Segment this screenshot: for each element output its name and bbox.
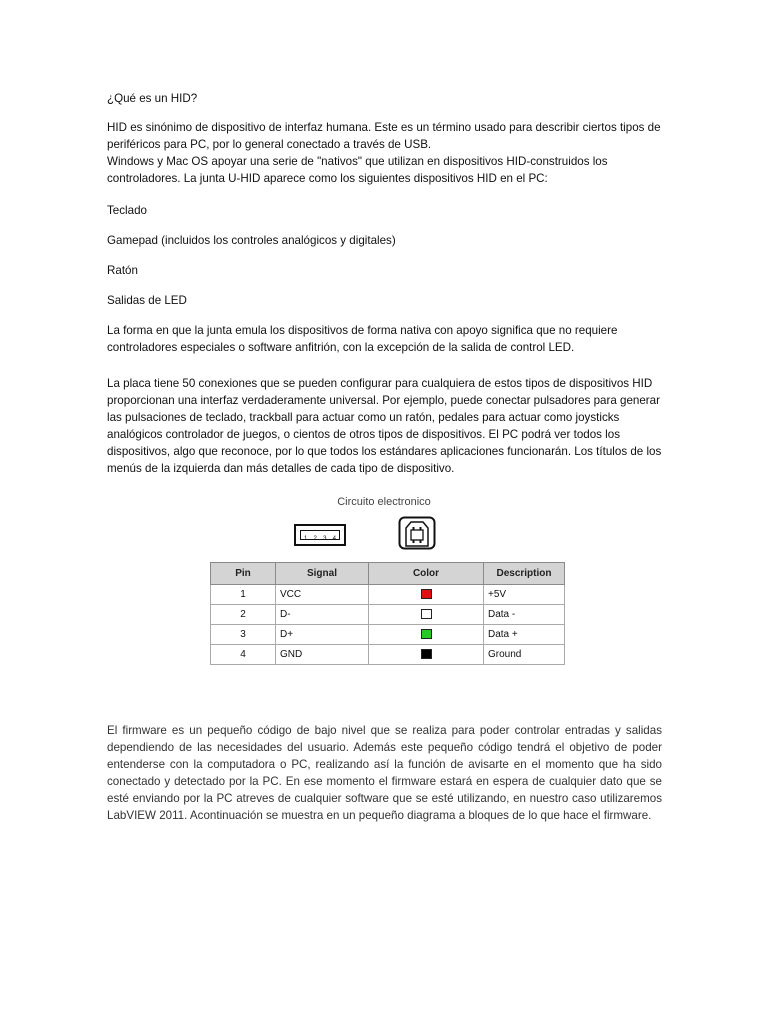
firmware-line: conectado y detectado por la PC. En ese momento el firmware estará en espera de cualquier dato que se (107, 775, 662, 788)
col-header-signal: Signal (276, 563, 369, 585)
intro-paragraph (107, 119, 661, 187)
pin-cell: 2 (211, 605, 276, 625)
col-header-color: Color (369, 563, 484, 585)
intro-line: HID es sinónimo de dispositivo de interfaz humana. Este es un término usado para describir ciertos tipos de (107, 121, 661, 134)
intro-line: Windows y Mac OS apoyar una serie de "nativos" que utilizan en dispositivos HID-construidos los (107, 155, 608, 168)
board-line: las pulsaciones de teclado, trackball para actuar como un ratón, pedales para actuar como joysticks (107, 411, 620, 424)
col-header-description: Description (484, 563, 565, 585)
device-item: Salidas de LED (107, 294, 187, 307)
usb-a-pin-numbers (304, 536, 336, 542)
color-cell (369, 605, 484, 625)
usb-a-pin: 3 (323, 536, 327, 542)
description-cell: Data + (484, 625, 565, 645)
pin-cell: 3 (211, 625, 276, 645)
device-item: Gamepad (incluidos los controles analógicos y digitales) (107, 234, 396, 247)
figure-caption: Circuito electronico (337, 496, 431, 508)
device-item: Teclado (107, 204, 147, 217)
description-cell: Ground (484, 645, 565, 665)
intro-line: controladores. La junta U-HID aparece como los siguientes dispositivos HID en el PC: (107, 172, 548, 185)
usb-a-pin: 2 (313, 536, 317, 542)
signal-cell: D+ (276, 625, 369, 645)
color-swatch (421, 589, 432, 599)
board-line: La placa tiene 50 conexiones que se pueden configurar para cualquiera de estos tipos de dispositivos HID (107, 377, 653, 390)
board-line: dispositivos, algo que reconoce, por lo que todos los estándares aplicaciones funcionarán. Los títulos de los (107, 445, 662, 458)
description-cell: +5V (484, 585, 565, 605)
table-row (211, 625, 565, 645)
heading: ¿Qué es un HID? (107, 92, 198, 105)
signal-cell: GND (276, 645, 369, 665)
color-cell (369, 645, 484, 665)
signal-cell: VCC (276, 585, 369, 605)
pin-cell: 4 (211, 645, 276, 665)
firmware-line: esté enviando por la PC atreves de cualquier software que se esté utilizando, en nuestro caso utilizaremos (107, 792, 662, 805)
table-header-row (211, 563, 565, 585)
native-line: controladores especiales o software anfitrión, con la excepción de la salida de control LED. (107, 341, 575, 354)
color-swatch (421, 629, 432, 639)
firmware-line: El firmware es un pequeño código de bajo nivel que se realiza para poder controlar entradas y salidas (107, 724, 662, 737)
table-row (211, 645, 565, 665)
color-swatch (421, 649, 432, 659)
native-line: La forma en que la junta emula los dispositivos de forma nativa con apoyo significa que no requiere (107, 324, 618, 337)
board-paragraph (107, 375, 661, 477)
native-paragraph (107, 322, 617, 356)
device-item: Ratón (107, 264, 138, 277)
intro-line: periféricos para PC, por lo general conectado a través de USB. (107, 138, 432, 151)
firmware-line: entenderse con la computadora o PC, realizando así la función de avisarte en el momento que ha sido (107, 758, 662, 771)
board-line: analógicos controlador de juegos, o cientos de otros tipos de dispositivos. El PC podrá ver todos los (107, 428, 620, 441)
firmware-paragraph (107, 722, 662, 824)
table-row (211, 585, 565, 605)
board-line: proporcionan una interfaz verdaderamente universal. Por ejemplo, puede conectar pulsadores para generar (107, 394, 660, 407)
color-cell (369, 585, 484, 605)
firmware-line: dependiendo de las necesidades del usuario. Además este pequeño código tendrá el objetivo de poder (107, 741, 662, 754)
color-swatch (421, 609, 432, 619)
board-line: menús de la izquierda dan más detalles de cada tipo de dispositivo. (107, 462, 455, 475)
usb-b-connector-icon (398, 516, 436, 550)
col-header-pin: Pin (211, 563, 276, 585)
firmware-line: LabVIEW 2011. Acontinuación se muestra en un pequeño diagrama a bloques de lo que hace el firmware. (107, 809, 652, 822)
usb-a-pin: 4 (332, 536, 336, 542)
signal-cell: D- (276, 605, 369, 625)
usb-a-connector-icon (294, 524, 346, 546)
pin-cell: 1 (211, 585, 276, 605)
table-row (211, 605, 565, 625)
color-cell (369, 625, 484, 645)
usb-a-pin: 1 (304, 536, 308, 542)
description-cell: Data - (484, 605, 565, 625)
usb-pinout-table (210, 562, 565, 665)
